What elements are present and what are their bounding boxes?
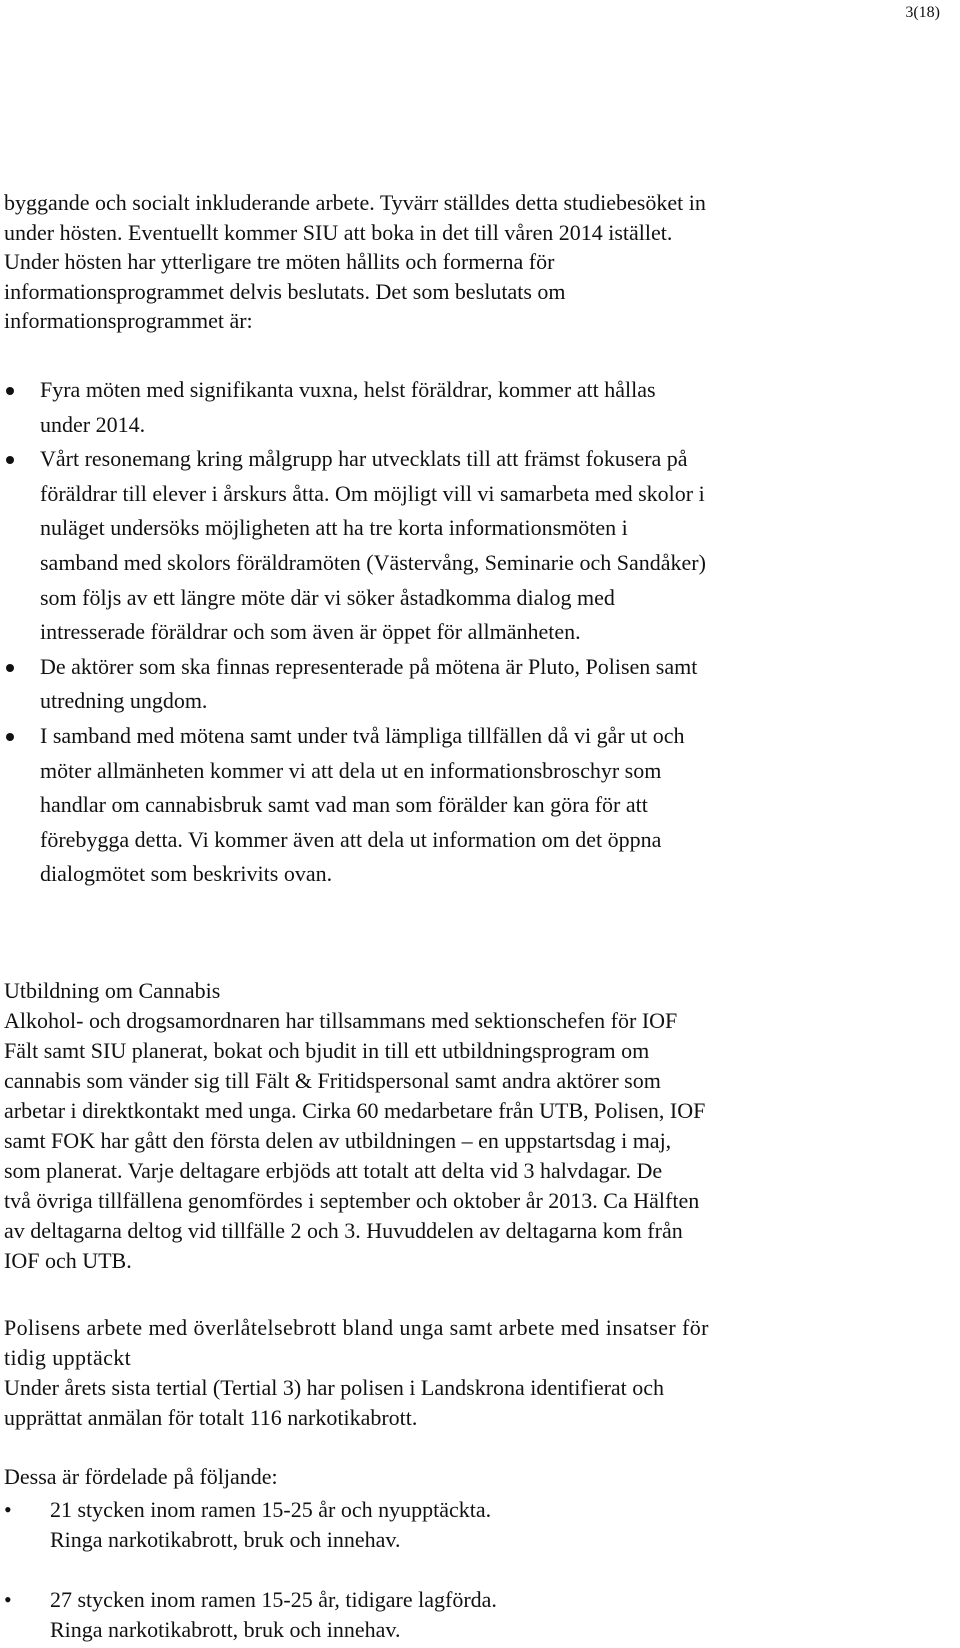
list-item-line: intresserade föräldrar och som även är öppet för allmänheten.	[40, 619, 581, 645]
police-work-section	[4, 1313, 946, 1433]
list-item-line: Fyra möten med signifikanta vuxna, helst föräldrar, kommer att hållas	[40, 377, 656, 402]
bullet-icon	[6, 733, 14, 741]
section-line: Under årets sista tertial (Tertial 3) har polisen i Landskrona identifierat och	[4, 1375, 665, 1400]
bullet-icon	[6, 664, 14, 672]
list-item	[4, 442, 946, 650]
section-line: IOF och UTB.	[4, 1248, 132, 1273]
list-item	[4, 373, 946, 442]
bullet-icon	[6, 387, 14, 395]
section-heading: tidig upptäckt	[4, 1345, 132, 1370]
section-heading: Polisens arbete med överlåtelsebrott bland unga samt arbete med insatser för	[4, 1315, 709, 1340]
section-line: arbetar i direktkontakt med unga. Cirka 60 medarbetare från UTB, Polisen, IOF	[4, 1098, 706, 1123]
list-item-line: De aktörer som ska finnas representerade på mötena är Pluto, Polisen samt	[40, 653, 698, 679]
section-line: två övriga tillfällena genomfördes i september och oktober år 2013. Ca Hälften	[4, 1188, 700, 1213]
section-line: upprättat anmälan för totalt 116 narkotikabrott.	[4, 1405, 418, 1430]
list-item-line: nuläget undersöks möjligheten att ha tre korta informationsmöten i	[40, 515, 628, 541]
list-item	[4, 1585, 946, 1645]
distribution-intro: Dessa är fördelade på följande:	[4, 1464, 278, 1489]
list-item	[4, 1495, 946, 1555]
list-item-line: I samband med mötena samt under två lämpliga tillfällen då vi går ut och	[40, 722, 685, 748]
lead-line: under hösten. Eventuellt kommer SIU att boka in det till våren 2014 istället.	[4, 219, 673, 245]
list-item	[4, 719, 946, 892]
list-item-line: Vårt resonemang kring målgrupp har utvecklats till att främst fokusera på	[40, 446, 688, 472]
list-item-line: dialogmötet som beskrivits ovan.	[40, 861, 333, 887]
section-line: cannabis som vänder sig till Fält & Fritidspersonal samt andra aktörer som	[4, 1068, 661, 1093]
section-line: Alkohol- och drogsamordnaren har tillsammans med sektionschefen för IOF	[4, 1008, 678, 1033]
list-item-main: 27 stycken inom ramen 15-25 år, tidigare lagförda.	[50, 1587, 497, 1612]
list-item-line: möter allmänheten kommer vi att dela ut en informationsbroschyr som	[40, 757, 662, 783]
document-body	[4, 0, 946, 1648]
section-heading: Utbildning om Cannabis	[4, 978, 221, 1003]
lead-paragraph	[4, 188, 946, 336]
list-item	[4, 650, 946, 719]
list-item-line: som följs av ett längre möte där vi söker åstadkomma dialog med	[40, 584, 615, 610]
section-line: som planerat. Varje deltagare erbjöds att totalt att delta vid 3 halvdagar. De	[4, 1158, 663, 1183]
lead-line: Under hösten har ytterligare tre möten hållits och formerna för	[4, 249, 555, 274]
section-line: av deltagarna deltog vid tillfälle 2 och 3. Huvuddelen av deltagarna kom från	[4, 1218, 683, 1243]
lead-line: byggande och socialt inkluderande arbete. Tyvärr ställdes detta studiebesöket in	[4, 190, 706, 215]
list-item-main: 21 stycken inom ramen 15-25 år och nyupptäckta.	[50, 1497, 492, 1522]
cannabis-education-section	[4, 976, 946, 1276]
bullet-icon: •	[4, 1497, 12, 1522]
list-item-line: föräldrar till elever i årskurs åtta. Om möjligt vill vi samarbeta med skolor i	[40, 480, 705, 506]
distribution-list	[4, 1495, 946, 1645]
information-program-list	[4, 373, 946, 892]
section-line: Fält samt SIU planerat, bokat och bjudit in till ett utbildningsprogram om	[4, 1038, 650, 1063]
list-item-line: under 2014.	[40, 411, 146, 437]
lead-line: informationsprogrammet är:	[4, 308, 253, 333]
list-item-sub: Ringa narkotikabrott, bruk och innehav.	[50, 1527, 401, 1552]
list-item-line: handlar om cannabisbruk samt vad man som förälder kan göra för att	[40, 792, 648, 818]
page-number: 3(18)	[905, 4, 940, 21]
bullet-icon: •	[4, 1587, 12, 1612]
lead-line: informationsprogrammet delvis beslutats. Det som beslutats om	[4, 278, 566, 304]
list-item-line: samband med skolors föräldramöten (Västervång, Seminarie och Sandåker)	[40, 549, 706, 575]
list-item-line: förebygga detta. Vi kommer även att dela ut information om det öppna	[40, 826, 662, 852]
list-item-sub: Ringa narkotikabrott, bruk och innehav.	[50, 1617, 401, 1642]
list-item-line: utredning ungdom.	[40, 688, 208, 714]
section-line: samt FOK har gått den första delen av utbildningen – en uppstartsdag i maj,	[4, 1128, 672, 1153]
bullet-icon	[6, 456, 14, 464]
